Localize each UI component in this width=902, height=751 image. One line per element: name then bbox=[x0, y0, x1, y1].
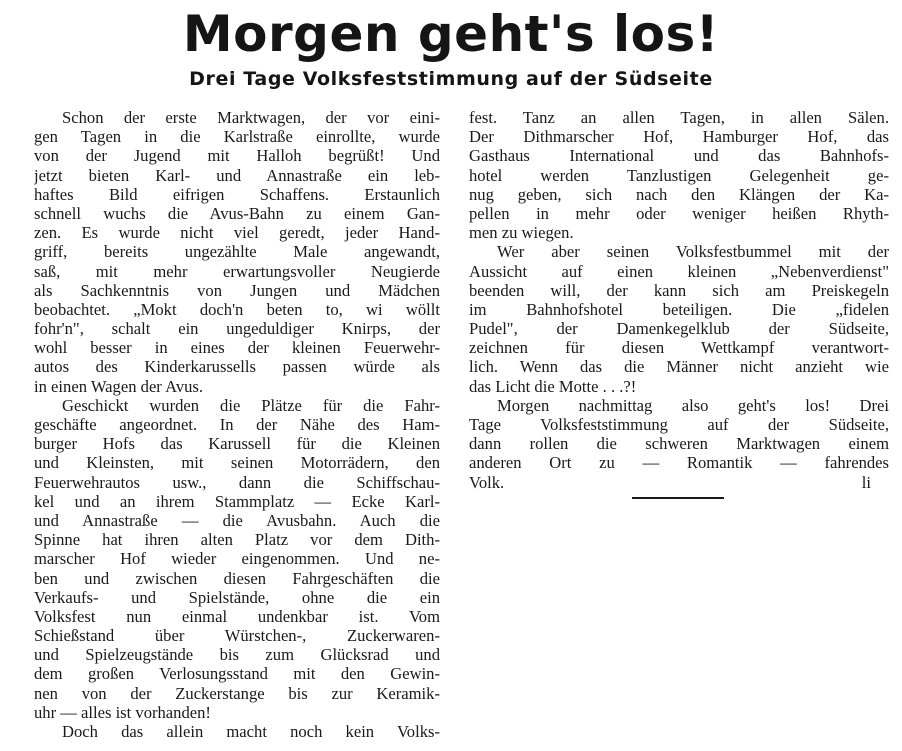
text-line: Feuerwehrautos usw., dann die Schiffschau- bbox=[34, 472, 440, 492]
text-line: im Bahnhofshotel beteiligen. Die „fidelen bbox=[469, 299, 889, 319]
closing-line bbox=[469, 473, 889, 492]
text-line: Volksfest nun einmal undenkbar ist. Vom bbox=[34, 606, 440, 626]
text-line: fohr'n", schalt ein ungeduldiger Knirps, der bbox=[34, 319, 440, 339]
text-line: und Kleinsten, mit seinen Motorrädern, den bbox=[34, 453, 440, 473]
closing-text: Volk. bbox=[469, 472, 505, 492]
text-line: haftes Bild eifrigen Schaffens. Erstaunlich bbox=[34, 184, 440, 204]
author-signature: li bbox=[861, 472, 871, 492]
text-line: Schon der erste Marktwagen, der vor eini- bbox=[62, 108, 440, 127]
text-line: ben und zwischen diesen Fahrgeschäften die bbox=[34, 568, 440, 588]
text-line: das Licht die Motte . . .?! bbox=[469, 376, 637, 396]
text-line: lich. Wenn das die Männer nicht anzieht wie bbox=[469, 357, 889, 377]
text-line: schnell wuchs die Avus-Bahn zu einem Gan- bbox=[34, 203, 440, 223]
text-line: saß, mit mehr erwartungsvoller Neugierde bbox=[34, 261, 440, 281]
text-line: von der Jugend mit Halloh begrüßt! Und bbox=[34, 146, 440, 166]
text-line: dem großen Verlosungsstand mit den Gewin- bbox=[34, 664, 440, 684]
text-line: Verkaufs- und Spielstände, ohne die ein bbox=[34, 587, 440, 607]
text-line: burger Hofs das Karussell für die Kleinen bbox=[34, 434, 440, 454]
text-line: Spinne hat ihren alten Platz vor dem Dith- bbox=[34, 530, 440, 550]
end-rule bbox=[632, 497, 724, 499]
text-line: zeichnen für diesen Wettkampf verantwort- bbox=[469, 338, 889, 358]
text-line: Doch das allein macht noch kein Volks- bbox=[62, 722, 440, 741]
text-line: griff, bereits ungezählte Male angewandt, bbox=[34, 242, 440, 262]
text-line: jetzt bieten Karl- und Annastraße ein leb- bbox=[34, 165, 440, 185]
text-line: hotel werden Tanzlustigen Gelegenheit ge- bbox=[469, 165, 889, 185]
text-line: Wer aber seinen Volksfestbummel mit der bbox=[497, 242, 889, 262]
text-line: uhr — alles ist vorhanden! bbox=[34, 702, 211, 722]
text-line: fest. Tanz an allen Tagen, in allen Sälen. bbox=[469, 108, 889, 127]
text-line: nug geben, sich nach den Klängen der Ka- bbox=[469, 184, 889, 204]
text-line: nen von der Zuckerstange bis zur Keramik- bbox=[34, 683, 440, 703]
text-line: men zu wiegen. bbox=[469, 223, 574, 243]
text-line: Geschickt wurden die Plätze für die Fahr- bbox=[62, 395, 440, 415]
text-line: und Spielzeugstände bis zum Glücksrad und bbox=[34, 645, 440, 665]
article-column-right bbox=[469, 108, 889, 492]
text-line: autos des Kinderkarussells passen würde als bbox=[34, 357, 440, 377]
article-column-left bbox=[34, 108, 440, 741]
text-line: Aussicht auf einen kleinen „Nebenverdienst" bbox=[469, 261, 889, 281]
text-line: dann rollen die schweren Marktwagen einem bbox=[469, 434, 889, 454]
article-subheadline: Drei Tage Volksfeststimmung auf der Südseite bbox=[189, 68, 713, 90]
text-line: als Sachkenntnis von Jungen und Mädchen bbox=[34, 280, 440, 300]
text-line: pellen in mehr oder weniger heißen Rhyth- bbox=[469, 203, 889, 223]
text-line: Morgen nachmittag also geht's los! Drei bbox=[497, 395, 889, 415]
text-line: wohl besser in eines der kleinen Feuerwehr- bbox=[34, 338, 440, 358]
text-line: gen Tagen in die Karlstraße einrollte, wurde bbox=[34, 127, 440, 147]
text-line: Pudel", der Damenkegelklub der Südseite, bbox=[469, 319, 889, 339]
text-line: beobachtet. „Mokt doch'n beten to, wi wöllt bbox=[34, 299, 440, 319]
text-line: zen. Es wurde nicht viel geredt, jeder Hand- bbox=[34, 223, 440, 243]
text-line: Der Dithmarscher Hof, Hamburger Hof, das bbox=[469, 127, 889, 147]
text-line: und Annastraße — die Avusbahn. Auch die bbox=[34, 510, 440, 530]
text-line: beenden will, der kann sich am Preiskegeln bbox=[469, 280, 889, 300]
text-line: marscher Hof wieder eingenommen. Und ne- bbox=[34, 549, 440, 569]
text-line: geschäfte angeordnet. In der Nähe des Ham- bbox=[34, 415, 440, 434]
text-line: Gasthaus International und das Bahnhofs- bbox=[469, 146, 889, 166]
text-line: Schießstand über Würstchen-, Zuckerwaren- bbox=[34, 626, 440, 646]
text-line: Tage Volksfeststimmung auf der Südseite, bbox=[469, 415, 889, 434]
text-line: kel und an ihrem Stammplatz — Ecke Karl- bbox=[34, 491, 440, 511]
text-line: in einen Wagen der Avus. bbox=[34, 376, 204, 396]
text-line: anderen Ort zu — Romantik — fahrendes bbox=[469, 453, 889, 473]
article-headline: Morgen geht's los! bbox=[182, 5, 720, 63]
